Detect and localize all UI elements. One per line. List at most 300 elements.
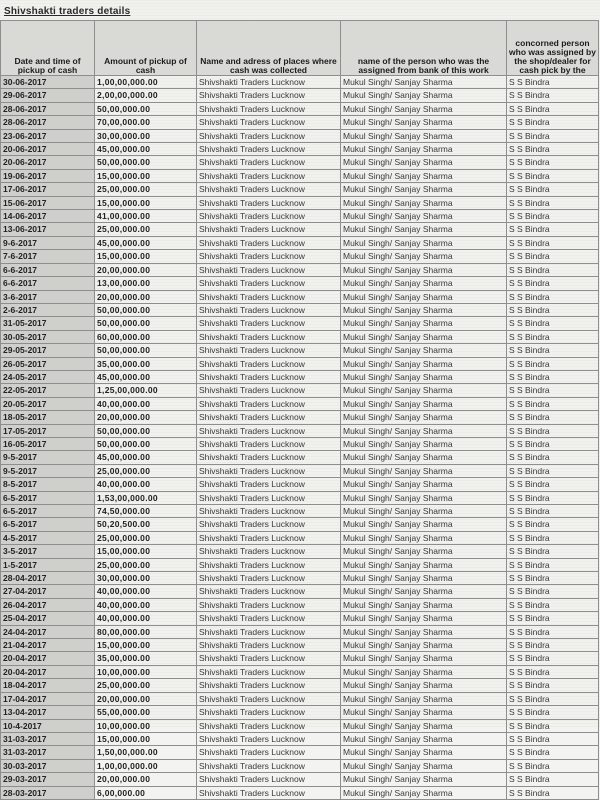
cell-date: 9-5-2017 — [1, 464, 95, 477]
cell-amount: 25,00,000.00 — [95, 223, 197, 236]
document-title: Shivshakti traders details — [4, 6, 131, 17]
cell-date: 18-05-2017 — [1, 411, 95, 424]
cell-date: 6-5-2017 — [1, 505, 95, 518]
cell-dealer-person: S S Bindra — [507, 558, 599, 571]
cell-dealer-person: S S Bindra — [507, 303, 599, 316]
table-row — [1, 518, 599, 531]
cell-bank-person: Mukul Singh/ Sanjay Sharma — [341, 102, 507, 115]
table-row — [1, 102, 599, 115]
cell-place: Shivshakti Traders Lucknow — [197, 732, 341, 745]
cell-amount: 25,00,000.00 — [95, 464, 197, 477]
cell-place: Shivshakti Traders Lucknow — [197, 464, 341, 477]
cell-place: Shivshakti Traders Lucknow — [197, 598, 341, 611]
cell-bank-person: Mukul Singh/ Sanjay Sharma — [341, 478, 507, 491]
cell-date: 14-06-2017 — [1, 210, 95, 223]
table-row — [1, 344, 599, 357]
cell-place: Shivshakti Traders Lucknow — [197, 250, 341, 263]
cell-date: 13-04-2017 — [1, 706, 95, 719]
cell-bank-person: Mukul Singh/ Sanjay Sharma — [341, 464, 507, 477]
cell-bank-person: Mukul Singh/ Sanjay Sharma — [341, 773, 507, 786]
cell-amount: 40,00,000.00 — [95, 478, 197, 491]
cell-dealer-person: S S Bindra — [507, 625, 599, 638]
table-row — [1, 531, 599, 544]
cell-date: 17-05-2017 — [1, 424, 95, 437]
cell-dealer-person: S S Bindra — [507, 317, 599, 330]
cell-amount: 25,00,000.00 — [95, 183, 197, 196]
cell-date: 9-5-2017 — [1, 451, 95, 464]
table-row — [1, 143, 599, 156]
cell-amount: 40,00,000.00 — [95, 598, 197, 611]
cell-place: Shivshakti Traders Lucknow — [197, 397, 341, 410]
cell-bank-person: Mukul Singh/ Sanjay Sharma — [341, 786, 507, 799]
cell-bank-person: Mukul Singh/ Sanjay Sharma — [341, 236, 507, 249]
cell-bank-person: Mukul Singh/ Sanjay Sharma — [341, 156, 507, 169]
cell-dealer-person: S S Bindra — [507, 250, 599, 263]
cell-place: Shivshakti Traders Lucknow — [197, 759, 341, 772]
cell-date: 1-5-2017 — [1, 558, 95, 571]
cell-bank-person: Mukul Singh/ Sanjay Sharma — [341, 397, 507, 410]
cell-date: 26-05-2017 — [1, 357, 95, 370]
table-row — [1, 451, 599, 464]
cell-bank-person: Mukul Singh/ Sanjay Sharma — [341, 612, 507, 625]
cell-place: Shivshakti Traders Lucknow — [197, 679, 341, 692]
cell-place: Shivshakti Traders Lucknow — [197, 719, 341, 732]
cell-amount: 30,00,000.00 — [95, 129, 197, 142]
cell-bank-person: Mukul Singh/ Sanjay Sharma — [341, 746, 507, 759]
cell-date: 3-5-2017 — [1, 545, 95, 558]
cell-dealer-person: S S Bindra — [507, 397, 599, 410]
cell-place: Shivshakti Traders Lucknow — [197, 478, 341, 491]
cell-place: Shivshakti Traders Lucknow — [197, 384, 341, 397]
cell-amount: 45,00,000.00 — [95, 370, 197, 383]
cell-bank-person: Mukul Singh/ Sanjay Sharma — [341, 639, 507, 652]
table-row — [1, 183, 599, 196]
cell-place: Shivshakti Traders Lucknow — [197, 773, 341, 786]
cell-date: 8-5-2017 — [1, 478, 95, 491]
header-bank-person: name of the person who was the assigned from bank of this work — [341, 21, 507, 76]
cell-dealer-person: S S Bindra — [507, 585, 599, 598]
cell-amount: 70,00,000.00 — [95, 116, 197, 129]
header-amount: Amount of pickup of cash — [95, 21, 197, 76]
table-row — [1, 478, 599, 491]
cell-dealer-person: S S Bindra — [507, 437, 599, 450]
cell-amount: 60,00,000.00 — [95, 330, 197, 343]
cell-amount: 1,25,00,000.00 — [95, 384, 197, 397]
cash-pickup-table — [0, 20, 599, 800]
cell-date: 24-04-2017 — [1, 625, 95, 638]
table-row — [1, 491, 599, 504]
cell-amount: 6,00,000.00 — [95, 786, 197, 799]
cell-place: Shivshakti Traders Lucknow — [197, 210, 341, 223]
cell-amount: 35,00,000.00 — [95, 652, 197, 665]
cell-bank-person: Mukul Singh/ Sanjay Sharma — [341, 143, 507, 156]
table-row — [1, 665, 599, 678]
table-row — [1, 625, 599, 638]
cell-date: 29-05-2017 — [1, 344, 95, 357]
cell-place: Shivshakti Traders Lucknow — [197, 263, 341, 276]
table-row — [1, 706, 599, 719]
cell-dealer-person: S S Bindra — [507, 290, 599, 303]
table-row — [1, 585, 599, 598]
cell-amount: 50,00,000.00 — [95, 424, 197, 437]
cell-bank-person: Mukul Singh/ Sanjay Sharma — [341, 706, 507, 719]
table-row — [1, 76, 599, 89]
cell-bank-person: Mukul Singh/ Sanjay Sharma — [341, 317, 507, 330]
cell-dealer-person: S S Bindra — [507, 612, 599, 625]
cell-amount: 41,00,000.00 — [95, 210, 197, 223]
cell-date: 3-6-2017 — [1, 290, 95, 303]
table-row — [1, 370, 599, 383]
cell-dealer-person: S S Bindra — [507, 692, 599, 705]
table-row — [1, 692, 599, 705]
table-row — [1, 250, 599, 263]
cell-amount: 80,00,000.00 — [95, 625, 197, 638]
cell-amount: 1,00,00,000.00 — [95, 759, 197, 772]
cell-bank-person: Mukul Singh/ Sanjay Sharma — [341, 679, 507, 692]
table-row — [1, 679, 599, 692]
cell-dealer-person: S S Bindra — [507, 424, 599, 437]
table-row — [1, 437, 599, 450]
cell-bank-person: Mukul Singh/ Sanjay Sharma — [341, 424, 507, 437]
cell-date: 9-6-2017 — [1, 236, 95, 249]
cell-bank-person: Mukul Singh/ Sanjay Sharma — [341, 719, 507, 732]
cell-amount: 40,00,000.00 — [95, 585, 197, 598]
cell-place: Shivshakti Traders Lucknow — [197, 491, 341, 504]
header-date: Date and time of pickup of cash — [1, 21, 95, 76]
cell-date: 4-5-2017 — [1, 531, 95, 544]
cell-dealer-person: S S Bindra — [507, 384, 599, 397]
cell-amount: 50,00,000.00 — [95, 317, 197, 330]
cell-bank-person: Mukul Singh/ Sanjay Sharma — [341, 491, 507, 504]
table-row — [1, 89, 599, 102]
cell-bank-person: Mukul Singh/ Sanjay Sharma — [341, 344, 507, 357]
cell-place: Shivshakti Traders Lucknow — [197, 370, 341, 383]
table-row — [1, 156, 599, 169]
cell-place: Shivshakti Traders Lucknow — [197, 612, 341, 625]
table-row — [1, 572, 599, 585]
cell-bank-person: Mukul Singh/ Sanjay Sharma — [341, 437, 507, 450]
cell-bank-person: Mukul Singh/ Sanjay Sharma — [341, 451, 507, 464]
cell-place: Shivshakti Traders Lucknow — [197, 156, 341, 169]
cell-place: Shivshakti Traders Lucknow — [197, 76, 341, 89]
cell-bank-person: Mukul Singh/ Sanjay Sharma — [341, 531, 507, 544]
cell-dealer-person: S S Bindra — [507, 330, 599, 343]
cell-amount: 40,00,000.00 — [95, 612, 197, 625]
cell-date: 23-06-2017 — [1, 129, 95, 142]
cell-amount: 20,00,000.00 — [95, 692, 197, 705]
cell-bank-person: Mukul Singh/ Sanjay Sharma — [341, 652, 507, 665]
cell-bank-person: Mukul Singh/ Sanjay Sharma — [341, 330, 507, 343]
cell-dealer-person: S S Bindra — [507, 706, 599, 719]
cell-date: 20-05-2017 — [1, 397, 95, 410]
header-place: Name and adress of places where cash was collected — [197, 21, 341, 76]
cell-date: 31-05-2017 — [1, 317, 95, 330]
cell-amount: 50,20,500.00 — [95, 518, 197, 531]
cell-bank-person: Mukul Singh/ Sanjay Sharma — [341, 250, 507, 263]
table-row — [1, 558, 599, 571]
cell-bank-person: Mukul Singh/ Sanjay Sharma — [341, 518, 507, 531]
cell-place: Shivshakti Traders Lucknow — [197, 196, 341, 209]
cell-place: Shivshakti Traders Lucknow — [197, 223, 341, 236]
cell-date: 20-06-2017 — [1, 143, 95, 156]
cell-date: 20-04-2017 — [1, 665, 95, 678]
cell-bank-person: Mukul Singh/ Sanjay Sharma — [341, 196, 507, 209]
cell-dealer-person: S S Bindra — [507, 183, 599, 196]
cell-amount: 40,00,000.00 — [95, 397, 197, 410]
cell-bank-person: Mukul Singh/ Sanjay Sharma — [341, 116, 507, 129]
cell-dealer-person: S S Bindra — [507, 572, 599, 585]
cell-dealer-person: S S Bindra — [507, 277, 599, 290]
cell-amount: 20,00,000.00 — [95, 773, 197, 786]
cell-amount: 25,00,000.00 — [95, 679, 197, 692]
cell-dealer-person: S S Bindra — [507, 746, 599, 759]
cell-amount: 10,00,000.00 — [95, 719, 197, 732]
cell-dealer-person: S S Bindra — [507, 116, 599, 129]
table-row — [1, 786, 599, 799]
table-row — [1, 290, 599, 303]
cell-bank-person: Mukul Singh/ Sanjay Sharma — [341, 598, 507, 611]
cell-dealer-person: S S Bindra — [507, 102, 599, 115]
cell-amount: 15,00,000.00 — [95, 732, 197, 745]
table-row — [1, 545, 599, 558]
cell-amount: 50,00,000.00 — [95, 303, 197, 316]
cell-dealer-person: S S Bindra — [507, 89, 599, 102]
cell-place: Shivshakti Traders Lucknow — [197, 518, 341, 531]
cell-dealer-person: S S Bindra — [507, 491, 599, 504]
cell-place: Shivshakti Traders Lucknow — [197, 786, 341, 799]
table-row — [1, 732, 599, 745]
table-row — [1, 746, 599, 759]
cell-amount: 10,00,000.00 — [95, 665, 197, 678]
table-row — [1, 464, 599, 477]
cell-bank-person: Mukul Singh/ Sanjay Sharma — [341, 625, 507, 638]
cell-place: Shivshakti Traders Lucknow — [197, 89, 341, 102]
cell-dealer-person: S S Bindra — [507, 196, 599, 209]
cell-date: 17-06-2017 — [1, 183, 95, 196]
table-row — [1, 759, 599, 772]
cell-date: 6-5-2017 — [1, 518, 95, 531]
cell-dealer-person: S S Bindra — [507, 759, 599, 772]
cell-bank-person: Mukul Singh/ Sanjay Sharma — [341, 665, 507, 678]
table-row — [1, 505, 599, 518]
cell-bank-person: Mukul Singh/ Sanjay Sharma — [341, 759, 507, 772]
table-row — [1, 652, 599, 665]
cell-place: Shivshakti Traders Lucknow — [197, 706, 341, 719]
cell-dealer-person: S S Bindra — [507, 411, 599, 424]
cell-amount: 15,00,000.00 — [95, 169, 197, 182]
cell-amount: 50,00,000.00 — [95, 102, 197, 115]
cell-amount: 30,00,000.00 — [95, 572, 197, 585]
cell-dealer-person: S S Bindra — [507, 464, 599, 477]
cell-bank-person: Mukul Singh/ Sanjay Sharma — [341, 357, 507, 370]
cell-date: 2-6-2017 — [1, 303, 95, 316]
cell-place: Shivshakti Traders Lucknow — [197, 558, 341, 571]
cell-place: Shivshakti Traders Lucknow — [197, 357, 341, 370]
cell-date: 29-06-2017 — [1, 89, 95, 102]
cell-date: 25-04-2017 — [1, 612, 95, 625]
cell-bank-person: Mukul Singh/ Sanjay Sharma — [341, 223, 507, 236]
cell-date: 28-03-2017 — [1, 786, 95, 799]
cell-place: Shivshakti Traders Lucknow — [197, 317, 341, 330]
cell-bank-person: Mukul Singh/ Sanjay Sharma — [341, 505, 507, 518]
cell-amount: 1,53,00,000.00 — [95, 491, 197, 504]
cell-dealer-person: S S Bindra — [507, 545, 599, 558]
cell-place: Shivshakti Traders Lucknow — [197, 746, 341, 759]
cell-date: 28-06-2017 — [1, 116, 95, 129]
table-row — [1, 196, 599, 209]
table-row — [1, 169, 599, 182]
cell-date: 20-04-2017 — [1, 652, 95, 665]
cell-place: Shivshakti Traders Lucknow — [197, 424, 341, 437]
cell-place: Shivshakti Traders Lucknow — [197, 639, 341, 652]
cell-dealer-person: S S Bindra — [507, 357, 599, 370]
table-row — [1, 773, 599, 786]
table-row — [1, 330, 599, 343]
cell-date: 13-06-2017 — [1, 223, 95, 236]
cell-date: 6-6-2017 — [1, 263, 95, 276]
table-row — [1, 263, 599, 276]
cell-date: 22-05-2017 — [1, 384, 95, 397]
cell-date: 31-03-2017 — [1, 746, 95, 759]
cell-place: Shivshakti Traders Lucknow — [197, 344, 341, 357]
cell-place: Shivshakti Traders Lucknow — [197, 236, 341, 249]
cell-place: Shivshakti Traders Lucknow — [197, 303, 341, 316]
cell-dealer-person: S S Bindra — [507, 370, 599, 383]
cell-amount: 15,00,000.00 — [95, 545, 197, 558]
table-row — [1, 719, 599, 732]
cell-date: 18-04-2017 — [1, 679, 95, 692]
cell-bank-person: Mukul Singh/ Sanjay Sharma — [341, 129, 507, 142]
cell-bank-person: Mukul Singh/ Sanjay Sharma — [341, 545, 507, 558]
cell-date: 6-5-2017 — [1, 491, 95, 504]
cell-dealer-person: S S Bindra — [507, 732, 599, 745]
table-row — [1, 411, 599, 424]
cell-place: Shivshakti Traders Lucknow — [197, 330, 341, 343]
cell-bank-person: Mukul Singh/ Sanjay Sharma — [341, 76, 507, 89]
cell-date: 19-06-2017 — [1, 169, 95, 182]
cell-date: 26-04-2017 — [1, 598, 95, 611]
cell-place: Shivshakti Traders Lucknow — [197, 183, 341, 196]
cell-amount: 50,00,000.00 — [95, 344, 197, 357]
cell-amount: 45,00,000.00 — [95, 143, 197, 156]
cell-dealer-person: S S Bindra — [507, 129, 599, 142]
cell-date: 15-06-2017 — [1, 196, 95, 209]
table-row — [1, 639, 599, 652]
cell-dealer-person: S S Bindra — [507, 210, 599, 223]
cell-place: Shivshakti Traders Lucknow — [197, 625, 341, 638]
cell-place: Shivshakti Traders Lucknow — [197, 652, 341, 665]
cell-dealer-person: S S Bindra — [507, 156, 599, 169]
cell-place: Shivshakti Traders Lucknow — [197, 169, 341, 182]
cell-dealer-person: S S Bindra — [507, 786, 599, 799]
cell-date: 6-6-2017 — [1, 277, 95, 290]
cell-amount: 15,00,000.00 — [95, 250, 197, 263]
cell-bank-person: Mukul Singh/ Sanjay Sharma — [341, 263, 507, 276]
cell-amount: 55,00,000.00 — [95, 706, 197, 719]
cell-amount: 50,00,000.00 — [95, 156, 197, 169]
cell-date: 31-03-2017 — [1, 732, 95, 745]
cell-amount: 20,00,000.00 — [95, 411, 197, 424]
table-row — [1, 397, 599, 410]
cell-amount: 50,00,000.00 — [95, 437, 197, 450]
cell-amount: 1,00,00,000.00 — [95, 76, 197, 89]
cell-bank-person: Mukul Singh/ Sanjay Sharma — [341, 732, 507, 745]
table-row — [1, 277, 599, 290]
cell-amount: 45,00,000.00 — [95, 236, 197, 249]
header-dealer-person: concorned person who was assigned by the shop/dealer for cash pick by the — [507, 21, 599, 76]
cell-dealer-person: S S Bindra — [507, 451, 599, 464]
cell-date: 17-04-2017 — [1, 692, 95, 705]
cell-bank-person: Mukul Singh/ Sanjay Sharma — [341, 210, 507, 223]
cell-dealer-person: S S Bindra — [507, 76, 599, 89]
table-row — [1, 612, 599, 625]
cell-bank-person: Mukul Singh/ Sanjay Sharma — [341, 89, 507, 102]
cell-dealer-person: S S Bindra — [507, 665, 599, 678]
cell-dealer-person: S S Bindra — [507, 143, 599, 156]
table-row — [1, 357, 599, 370]
cell-bank-person: Mukul Singh/ Sanjay Sharma — [341, 411, 507, 424]
table-row — [1, 129, 599, 142]
cell-amount: 20,00,000.00 — [95, 263, 197, 276]
cell-date: 28-04-2017 — [1, 572, 95, 585]
cell-bank-person: Mukul Singh/ Sanjay Sharma — [341, 183, 507, 196]
cell-date: 24-05-2017 — [1, 370, 95, 383]
cell-amount: 74,50,000.00 — [95, 505, 197, 518]
cell-bank-person: Mukul Singh/ Sanjay Sharma — [341, 692, 507, 705]
cell-dealer-person: S S Bindra — [507, 639, 599, 652]
cell-place: Shivshakti Traders Lucknow — [197, 411, 341, 424]
cell-date: 16-05-2017 — [1, 437, 95, 450]
table-row — [1, 317, 599, 330]
table-row — [1, 210, 599, 223]
cell-date: 27-04-2017 — [1, 585, 95, 598]
cell-place: Shivshakti Traders Lucknow — [197, 665, 341, 678]
cell-date: 21-04-2017 — [1, 639, 95, 652]
cell-date: 20-06-2017 — [1, 156, 95, 169]
cell-bank-person: Mukul Singh/ Sanjay Sharma — [341, 558, 507, 571]
cell-dealer-person: S S Bindra — [507, 719, 599, 732]
cell-dealer-person: S S Bindra — [507, 223, 599, 236]
cell-place: Shivshakti Traders Lucknow — [197, 505, 341, 518]
cell-dealer-person: S S Bindra — [507, 344, 599, 357]
cell-place: Shivshakti Traders Lucknow — [197, 545, 341, 558]
cell-place: Shivshakti Traders Lucknow — [197, 143, 341, 156]
cell-bank-person: Mukul Singh/ Sanjay Sharma — [341, 384, 507, 397]
cell-dealer-person: S S Bindra — [507, 652, 599, 665]
cell-bank-person: Mukul Singh/ Sanjay Sharma — [341, 169, 507, 182]
cell-bank-person: Mukul Singh/ Sanjay Sharma — [341, 585, 507, 598]
cell-place: Shivshakti Traders Lucknow — [197, 116, 341, 129]
cell-amount: 25,00,000.00 — [95, 531, 197, 544]
cell-amount: 35,00,000.00 — [95, 357, 197, 370]
cell-place: Shivshakti Traders Lucknow — [197, 277, 341, 290]
cell-dealer-person: S S Bindra — [507, 236, 599, 249]
cell-place: Shivshakti Traders Lucknow — [197, 451, 341, 464]
cell-dealer-person: S S Bindra — [507, 531, 599, 544]
cell-place: Shivshakti Traders Lucknow — [197, 692, 341, 705]
cell-dealer-person: S S Bindra — [507, 505, 599, 518]
cell-date: 30-06-2017 — [1, 76, 95, 89]
cell-amount: 1,50,00,000.00 — [95, 746, 197, 759]
cell-amount: 25,00,000.00 — [95, 558, 197, 571]
cell-place: Shivshakti Traders Lucknow — [197, 572, 341, 585]
cell-date: 7-6-2017 — [1, 250, 95, 263]
cell-amount: 13,00,000.00 — [95, 277, 197, 290]
cell-date: 29-03-2017 — [1, 773, 95, 786]
cell-bank-person: Mukul Singh/ Sanjay Sharma — [341, 303, 507, 316]
cell-place: Shivshakti Traders Lucknow — [197, 129, 341, 142]
cell-dealer-person: S S Bindra — [507, 478, 599, 491]
